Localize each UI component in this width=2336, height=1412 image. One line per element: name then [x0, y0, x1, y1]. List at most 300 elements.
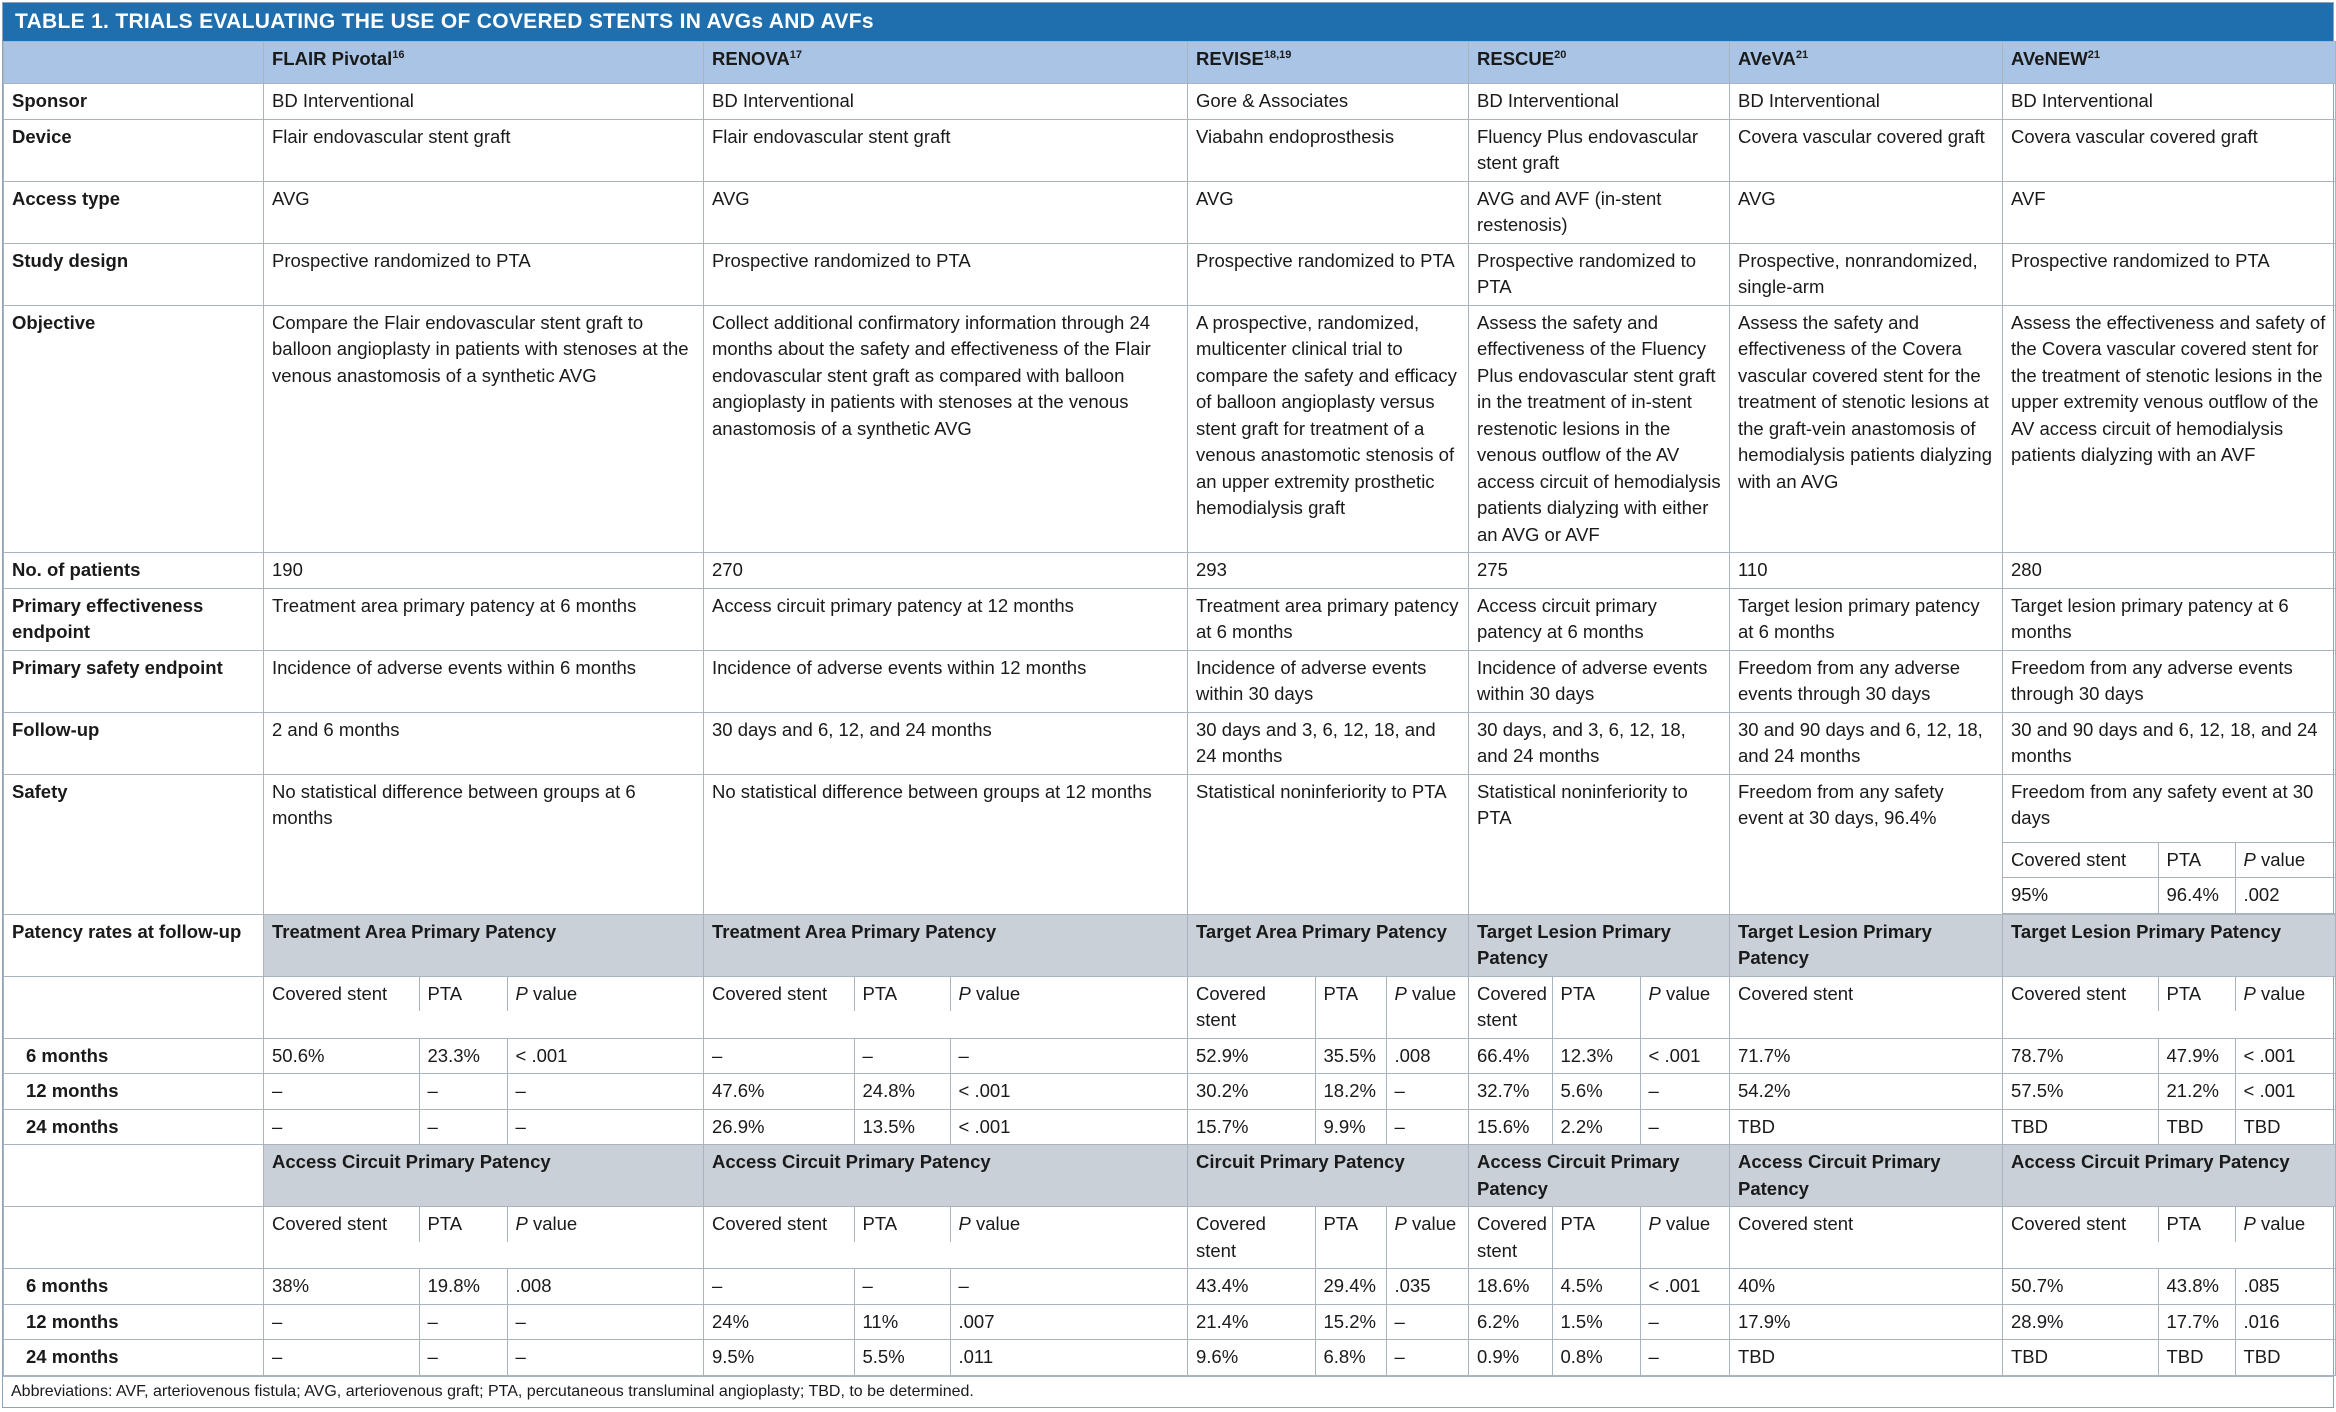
cell-effectiveness: Treatment area primary patency at 6 months — [1188, 588, 1469, 650]
patency-section-title: Access Circuit Primary Patency — [1469, 1145, 1730, 1207]
patency-cell-value: 52.9% — [1196, 1044, 1249, 1066]
patency-col-header: P value — [507, 977, 704, 1012]
patency-data-row — [4, 1074, 2336, 1110]
patency-cell-value: – — [272, 1080, 283, 1101]
cell-objective: Assess the effectiveness and safety of the Covera vascular covered stent for the treatment of stenotic lesions in the upper extremity venous outflow of the AV access circuit of hemodialysis patients dialyzing with an AVF — [2003, 305, 2336, 553]
patency-cell-value: – — [507, 1340, 704, 1375]
patency-cell-value: < .001 — [507, 1039, 704, 1074]
patency-cell — [704, 1109, 1188, 1145]
row-label: Study design — [4, 243, 264, 305]
patency-data-row — [4, 1038, 2336, 1074]
patency-cell-value: < .001 — [950, 1074, 1188, 1109]
patency-section-title: Target Lesion Primary Patency — [1730, 914, 2003, 976]
patency-col-header-row — [4, 1207, 2336, 1269]
patency-cell-value: 12.3% — [1552, 1039, 1640, 1074]
cell-device: Covera vascular covered graft — [1730, 119, 2003, 181]
cell-followup: 30 and 90 days and 6, 12, 18, and 24 months — [2003, 712, 2336, 774]
patency-cell — [1188, 1269, 1469, 1305]
patency-col-header: P value — [507, 1207, 704, 1242]
time-label: 12 months — [4, 1074, 264, 1110]
patency-cell-value: – — [507, 1074, 704, 1109]
trial-header — [704, 42, 1188, 84]
patency-cell-value: 17.7% — [2158, 1305, 2235, 1340]
patency-cell-value: .035 — [1386, 1269, 1469, 1304]
cell-safety-endpoint: Incidence of adverse events within 12 months — [704, 650, 1188, 712]
row-label: Primary effectiveness endpoint — [4, 588, 264, 650]
cell-objective: Assess the safety and effectiveness of the Covera vascular covered stent for the treatment of stenotic lesions at the graft-vein anastomosis of hemodialysis patients dialyzing with an AVG — [1730, 305, 2003, 553]
trial-reference: 20 — [1554, 48, 1567, 61]
trial-name: REVISE — [1196, 48, 1264, 69]
patency-cell-value: 18.2% — [1315, 1074, 1386, 1109]
patency-data-row — [4, 1109, 2336, 1145]
cell-device: Fluency Plus endovascular stent graft — [1469, 119, 1730, 181]
patency-cell-value: – — [507, 1305, 704, 1340]
trial-name: RENOVA — [712, 48, 790, 69]
patency-col-header: P value — [950, 977, 1188, 1012]
cell-sponsor: Gore & Associates — [1188, 84, 1469, 120]
patency-cell-value: < .001 — [2235, 1039, 2336, 1074]
trial-reference: 17 — [789, 48, 803, 61]
patency-col-header: Covered stent — [1196, 1213, 1266, 1261]
cell-objective: A prospective, randomized, multicenter clinical trial to compare the safety and efficacy of balloon angioplasty versus stent graft for treatment of a venous anastomotic stenosis of an upper extremity prosthetic hemodialysis graft — [1188, 305, 1469, 553]
patency-cell-value: < .001 — [1640, 1039, 1730, 1074]
cell-patients: 280 — [2003, 553, 2336, 589]
patency-cell-value: – — [507, 1110, 704, 1145]
cell-design: Prospective randomized to PTA — [264, 243, 704, 305]
patency-data-row — [4, 1340, 2336, 1376]
patency-cell — [1730, 1340, 2003, 1376]
cell-patients: 190 — [264, 553, 704, 589]
row-patients — [4, 553, 2336, 589]
patency-cell — [1469, 1038, 1730, 1074]
cell-sponsor: BD Interventional — [2003, 84, 2336, 120]
patency-cell — [264, 1074, 704, 1110]
patency-col-headers — [704, 976, 1188, 1038]
patency-col-headers — [704, 1207, 1188, 1269]
row-sponsor — [4, 84, 2336, 120]
cell-device: Covera vascular covered graft — [2003, 119, 2336, 181]
patency-cell-value: – — [272, 1115, 283, 1137]
patency-col-header: PTA — [2158, 977, 2235, 1012]
patency-cell-value: 0.9% — [1477, 1346, 1520, 1367]
patency-band-row — [4, 1145, 2336, 1207]
trial-name: AVeVA — [1738, 48, 1796, 69]
patency-cell-value: 54.2% — [1738, 1080, 1791, 1101]
patency-cell-value: 15.7% — [1196, 1115, 1249, 1137]
patency-cell-value: .016 — [2235, 1305, 2336, 1340]
patency-cell-value: 6.8% — [1315, 1340, 1386, 1375]
patency-cell — [1188, 1074, 1469, 1110]
patency-col-headers — [264, 976, 704, 1038]
cell-effectiveness: Access circuit primary patency at 6 months — [1469, 588, 1730, 650]
patency-cell-value: 21.2% — [2158, 1074, 2235, 1109]
patency-col-headers — [1188, 1207, 1469, 1269]
cell-design: Prospective randomized to PTA — [704, 243, 1188, 305]
patency-cell-value: – — [712, 1044, 723, 1066]
cell-access: AVG — [1188, 181, 1469, 243]
patency-cell — [704, 1340, 1188, 1376]
patency-col-header: Covered stent — [1477, 982, 1547, 1030]
patency-cell-value: 50.6% — [272, 1044, 325, 1066]
patency-cell-value: – — [419, 1340, 507, 1375]
patency-cell-value: 5.5% — [854, 1340, 950, 1375]
patency-cell-value: – — [854, 1039, 950, 1074]
trial-reference: 21 — [2087, 48, 2101, 61]
safety-sub-value: .002 — [2235, 878, 2336, 914]
cell-patients: 275 — [1469, 553, 1730, 589]
patency-cell — [1469, 1074, 1730, 1110]
patency-cell-value: 43.4% — [1196, 1275, 1249, 1296]
patency-cell — [1469, 1109, 1730, 1145]
patency-cell-value: 29.4% — [1315, 1269, 1386, 1304]
patency-col-header: PTA — [1315, 977, 1386, 1038]
patency-cell — [1188, 1038, 1469, 1074]
patency-cell-value: TBD — [2158, 1110, 2235, 1145]
trial-header — [1469, 42, 1730, 84]
cell-followup: 30 days and 3, 6, 12, 18, and 24 months — [1188, 712, 1469, 774]
patency-cell — [1188, 1304, 1469, 1340]
patency-col-headers — [1469, 976, 1730, 1038]
patency-cell-value: < .001 — [2235, 1074, 2336, 1109]
patency-col-headers — [1469, 1207, 1730, 1269]
patency-col-header: P value — [2235, 1207, 2336, 1242]
patency-cell-value: 47.6% — [712, 1080, 765, 1101]
cell-sponsor: BD Interventional — [1730, 84, 2003, 120]
trial-name: FLAIR Pivotal — [272, 48, 393, 69]
row-label: Follow-up — [4, 712, 264, 774]
patency-cell-value: 2.2% — [1552, 1110, 1640, 1145]
patency-col-header: P value — [1386, 1207, 1469, 1268]
patency-cell-value: 24.8% — [854, 1074, 950, 1109]
safety-sub-header: Covered stent — [2003, 842, 2158, 878]
patency-col-header: Covered stent — [1477, 1213, 1547, 1261]
patency-cell-value: 66.4% — [1477, 1044, 1530, 1066]
patency-cell-value: 18.6% — [1477, 1275, 1530, 1296]
row-design — [4, 243, 2336, 305]
safety-sub-header: PTA — [2158, 842, 2235, 878]
cell-safety-endpoint: Incidence of adverse events within 30 days — [1188, 650, 1469, 712]
patency-cell — [1730, 1074, 2003, 1110]
cell-safety: No statistical difference between groups at 6 months — [264, 774, 704, 914]
trial-header — [264, 42, 704, 84]
patency-col-header: PTA — [2158, 1207, 2235, 1242]
patency-cell-value: .008 — [507, 1269, 704, 1304]
patency-cell — [1730, 1304, 2003, 1340]
patency-cell-value: 0.8% — [1552, 1340, 1640, 1375]
trial-reference: 18,19 — [1263, 48, 1292, 61]
patency-cell-value: 47.9% — [2158, 1039, 2235, 1074]
patency-cell-value: 15.6% — [1477, 1115, 1530, 1137]
patency-col-header-row — [4, 976, 2336, 1038]
row-access — [4, 181, 2336, 243]
cell-access: AVG — [1730, 181, 2003, 243]
patency-cell-value: 9.6% — [1196, 1346, 1239, 1367]
patency-cell-value: – — [854, 1269, 950, 1304]
cell-sponsor: BD Interventional — [704, 84, 1188, 120]
patency-cell-value: 57.5% — [2011, 1080, 2064, 1101]
patency-cell-value: 71.7% — [1738, 1044, 1791, 1066]
patency-section-title: Access Circuit Primary Patency — [264, 1145, 704, 1207]
patency-col-header: Covered stent — [1196, 982, 1266, 1030]
patency-cell-value: – — [272, 1346, 283, 1367]
patency-cell — [704, 1074, 1188, 1110]
cell-safety-endpoint: Freedom from any adverse events through 30 days — [2003, 650, 2336, 712]
patency-cell — [264, 1038, 704, 1074]
patency-cell-value: < .001 — [950, 1110, 1188, 1145]
patency-cell-value: TBD — [1738, 1115, 1775, 1137]
trial-reference: 16 — [392, 48, 405, 61]
patency-cell — [1188, 1340, 1469, 1376]
patency-col-header: P value — [1640, 1207, 1730, 1268]
row-label: Device — [4, 119, 264, 181]
safety-sub-header: P value — [2235, 842, 2336, 878]
cell-safety: Statistical noninferiority to PTA — [1188, 774, 1469, 914]
patency-cell-value: 4.5% — [1552, 1269, 1640, 1304]
patency-cell-value: – — [1386, 1305, 1469, 1340]
patency-col-headers — [1730, 1207, 2003, 1269]
cell-effectiveness: Access circuit primary patency at 12 months — [704, 588, 1188, 650]
patency-cell — [2003, 1038, 2336, 1074]
time-label: 6 months — [4, 1269, 264, 1305]
patency-cell-value: 17.9% — [1738, 1310, 1791, 1332]
trial-header — [1730, 42, 2003, 84]
patency-cell — [1469, 1304, 1730, 1340]
patency-cell-value: TBD — [2158, 1340, 2235, 1375]
safety-text: Freedom from any safety event at 30 days — [2011, 780, 2314, 828]
patency-cell-value: 28.9% — [2011, 1310, 2064, 1332]
safety-sub-value: 95% — [2003, 878, 2158, 914]
cell-access: AVG and AVF (in-stent restenosis) — [1469, 181, 1730, 243]
patency-cell-value: TBD — [2235, 1110, 2336, 1145]
cell-safety-endpoint: Incidence of adverse events within 30 days — [1469, 650, 1730, 712]
patency-cell — [2003, 1304, 2336, 1340]
patency-cell-value: TBD — [2011, 1346, 2048, 1367]
table-title: TABLE 1. TRIALS EVALUATING THE USE OF COVERED STENTS IN AVGs AND AVFs — [3, 3, 2333, 41]
abbreviations-footnote: Abbreviations: AVF, arteriovenous fistula; AVG, arteriovenous graft; PTA, percutaneous transluminal angioplasty; TBD, to be determined. — [3, 1376, 2333, 1407]
row-effectiveness — [4, 588, 2336, 650]
patency-cell-value: – — [419, 1110, 507, 1145]
row-device — [4, 119, 2336, 181]
cell-device: Flair endovascular stent graft — [704, 119, 1188, 181]
patency-col-header: Covered stent — [2011, 982, 2127, 1004]
patency-cell — [704, 1269, 1188, 1305]
row-safety — [4, 774, 2336, 914]
patency-cell — [264, 1109, 704, 1145]
patency-col-headers — [2003, 976, 2336, 1038]
cell-design: Prospective randomized to PTA — [2003, 243, 2336, 305]
patency-col-header: P value — [1386, 977, 1469, 1038]
patency-cell — [2003, 1109, 2336, 1145]
header-row — [4, 42, 2336, 84]
patency-cell-value: < .001 — [1640, 1269, 1730, 1304]
patency-cell-value: 9.5% — [712, 1346, 755, 1367]
patency-cell — [2003, 1074, 2336, 1110]
time-label: 12 months — [4, 1304, 264, 1340]
row-followup — [4, 712, 2336, 774]
patency-cell — [1730, 1269, 2003, 1305]
trial-header — [2003, 42, 2336, 84]
patency-cell-value: 24% — [712, 1310, 750, 1332]
patency-cell — [1469, 1269, 1730, 1305]
patency-cell-value: .007 — [950, 1305, 1188, 1340]
patency-cell — [2003, 1340, 2336, 1376]
patency-cell-value: – — [419, 1074, 507, 1109]
row-objective — [4, 305, 2336, 553]
patency-cell-value: – — [950, 1039, 1188, 1074]
patency-cell — [704, 1038, 1188, 1074]
cell-effectiveness: Target lesion primary patency at 6 months — [1730, 588, 2003, 650]
patency-col-header: PTA — [419, 977, 507, 1012]
patency-cell-value: 78.7% — [2011, 1044, 2064, 1066]
patency-cell-value: 32.7% — [1477, 1080, 1530, 1101]
patency-cell-value: 50.7% — [2011, 1275, 2064, 1296]
patency-cell-value: 9.9% — [1315, 1110, 1386, 1145]
trial-reference: 21 — [1795, 48, 1809, 61]
patency-col-header: PTA — [1552, 1207, 1640, 1268]
patency-col-header: Covered stent — [272, 982, 388, 1004]
trial-name: AVeNEW — [2011, 48, 2088, 69]
patency-col-header: PTA — [1315, 1207, 1386, 1268]
patency-cell-value: – — [950, 1269, 1188, 1304]
patency-section-title: Access Circuit Primary Patency — [2003, 1145, 2336, 1207]
patency-cell-value: 5.6% — [1552, 1074, 1640, 1109]
patency-cell — [1188, 1109, 1469, 1145]
patency-section-title: Treatment Area Primary Patency — [704, 914, 1188, 976]
row-label: Access type — [4, 181, 264, 243]
time-label: 6 months — [4, 1038, 264, 1074]
patency-data-row — [4, 1269, 2336, 1305]
patency-cell-value: 19.8% — [419, 1269, 507, 1304]
patency-cell-value: 23.3% — [419, 1039, 507, 1074]
cell-access: AVG — [264, 181, 704, 243]
patency-cell-value: .085 — [2235, 1269, 2336, 1304]
patency-cell — [1730, 1038, 2003, 1074]
patency-col-headers — [1730, 976, 2003, 1038]
patency-section-title: Target Lesion Primary Patency — [2003, 914, 2336, 976]
cell-safety: Statistical noninferiority to PTA — [1469, 774, 1730, 914]
table-page — [2, 2, 2334, 1408]
patency-cell-value: .011 — [950, 1340, 1188, 1375]
patency-col-header: P value — [1640, 977, 1730, 1038]
patency-col-header: PTA — [854, 977, 950, 1012]
patency-cell — [264, 1304, 704, 1340]
time-label: 24 months — [4, 1109, 264, 1145]
patency-cell — [1469, 1340, 1730, 1376]
patency-cell-value: – — [1640, 1340, 1730, 1375]
patency-cell — [1730, 1109, 2003, 1145]
row-label: Sponsor — [4, 84, 264, 120]
cell-followup: 2 and 6 months — [264, 712, 704, 774]
patency-cell-value: – — [1386, 1074, 1469, 1109]
patency-cell-value: 15.2% — [1315, 1305, 1386, 1340]
cell-followup: 30 days, and 3, 6, 12, 18, and 24 months — [1469, 712, 1730, 774]
trial-name: RESCUE — [1477, 48, 1555, 69]
patency-cell-value: 13.5% — [854, 1110, 950, 1145]
patency-cell-value: TBD — [2011, 1115, 2048, 1137]
patency-section-title: Circuit Primary Patency — [1188, 1145, 1469, 1207]
cell-patients: 293 — [1188, 553, 1469, 589]
cell-safety: Freedom from any safety event at 30 days, 96.4% — [1730, 774, 2003, 914]
row-label: Objective — [4, 305, 264, 553]
patency-col-headers — [1188, 976, 1469, 1038]
cell-objective: Assess the safety and effectiveness of the Fluency Plus endovascular stent graft in the treatment of in-stent restenotic lesions in the venous outflow of the AV access circuit of hemodialysis patients dialyzing with either an AVG or AVF — [1469, 305, 1730, 553]
patency-cell-value: – — [419, 1305, 507, 1340]
cell-objective: Compare the Flair endovascular stent graft to balloon angioplasty in patients with stenoses at the venous anastomosis of a synthetic AVG — [264, 305, 704, 553]
patency-cell-value: – — [1640, 1074, 1730, 1109]
patency-cell-value: – — [272, 1310, 283, 1332]
cell-safety: No statistical difference between groups at 12 months — [704, 774, 1188, 914]
patency-cell-value: – — [1640, 1305, 1730, 1340]
patency-label-empty — [4, 1145, 264, 1207]
patency-cell-value: 21.4% — [1196, 1310, 1249, 1332]
patency-section-title: Target Area Primary Patency — [1188, 914, 1469, 976]
patency-cell-value: – — [712, 1275, 723, 1296]
time-label: 24 months — [4, 1340, 264, 1376]
patency-col-header: PTA — [854, 1207, 950, 1242]
patency-cell-value: 35.5% — [1315, 1039, 1386, 1074]
patency-label: Patency rates at follow-up — [4, 914, 264, 976]
patency-cell-value: 1.5% — [1552, 1305, 1640, 1340]
patency-col-headers — [2003, 1207, 2336, 1269]
patency-cell — [2003, 1269, 2336, 1305]
patency-col-header: P value — [950, 1207, 1188, 1242]
patency-col-header: Covered stent — [1738, 982, 1854, 1004]
cell-safety-endpoint: Freedom from any adverse events through 30 days — [1730, 650, 2003, 712]
patency-data-row — [4, 1304, 2336, 1340]
patency-cell-value: 6.2% — [1477, 1310, 1520, 1332]
cell-sponsor: BD Interventional — [1469, 84, 1730, 120]
patency-cell-value: TBD — [1738, 1346, 1775, 1367]
patency-col-header: Covered stent — [712, 982, 828, 1004]
patency-cell — [704, 1304, 1188, 1340]
patency-cell-value: – — [1640, 1110, 1730, 1145]
row-label: Primary safety endpoint — [4, 650, 264, 712]
cell-device: Flair endovascular stent graft — [264, 119, 704, 181]
trial-header — [1188, 42, 1469, 84]
patency-section-title: Access Circuit Primary Patency — [704, 1145, 1188, 1207]
patency-cell — [264, 1269, 704, 1305]
safety-cell — [2003, 774, 2336, 914]
cell-design: Prospective randomized to PTA — [1469, 243, 1730, 305]
safety-sub-value: 96.4% — [2158, 878, 2235, 914]
patency-col-empty — [4, 1207, 264, 1269]
safety-subtable — [2003, 842, 2336, 914]
patency-cell — [264, 1340, 704, 1376]
cell-access: AVF — [2003, 181, 2336, 243]
patency-col-header: Covered stent — [272, 1213, 388, 1234]
patency-col-header: P value — [2235, 977, 2336, 1012]
cell-patients: 110 — [1730, 553, 2003, 589]
patency-section-title: Treatment Area Primary Patency — [264, 914, 704, 976]
patency-cell-value: 43.8% — [2158, 1269, 2235, 1304]
patency-cell-value: 30.2% — [1196, 1080, 1249, 1101]
patency-cell-value: 11% — [854, 1305, 950, 1340]
patency-col-header: Covered stent — [1738, 1213, 1854, 1234]
row-label: No. of patients — [4, 553, 264, 589]
cell-design: Prospective randomized to PTA — [1188, 243, 1469, 305]
patency-cell-value: .008 — [1386, 1039, 1469, 1074]
patency-cell-value: – — [1386, 1340, 1469, 1375]
patency-section-title: Access Circuit Primary Patency — [1730, 1145, 2003, 1207]
patency-cell-value: 26.9% — [712, 1115, 765, 1137]
cell-sponsor: BD Interventional — [264, 84, 704, 120]
trials-table — [3, 41, 2336, 1376]
patency-col-header: Covered stent — [712, 1213, 828, 1234]
cell-patients: 270 — [704, 553, 1188, 589]
cell-effectiveness: Target lesion primary patency at 6 months — [2003, 588, 2336, 650]
patency-section-title: Target Lesion Primary Patency — [1469, 914, 1730, 976]
cell-design: Prospective, nonrandomized, single-arm — [1730, 243, 2003, 305]
